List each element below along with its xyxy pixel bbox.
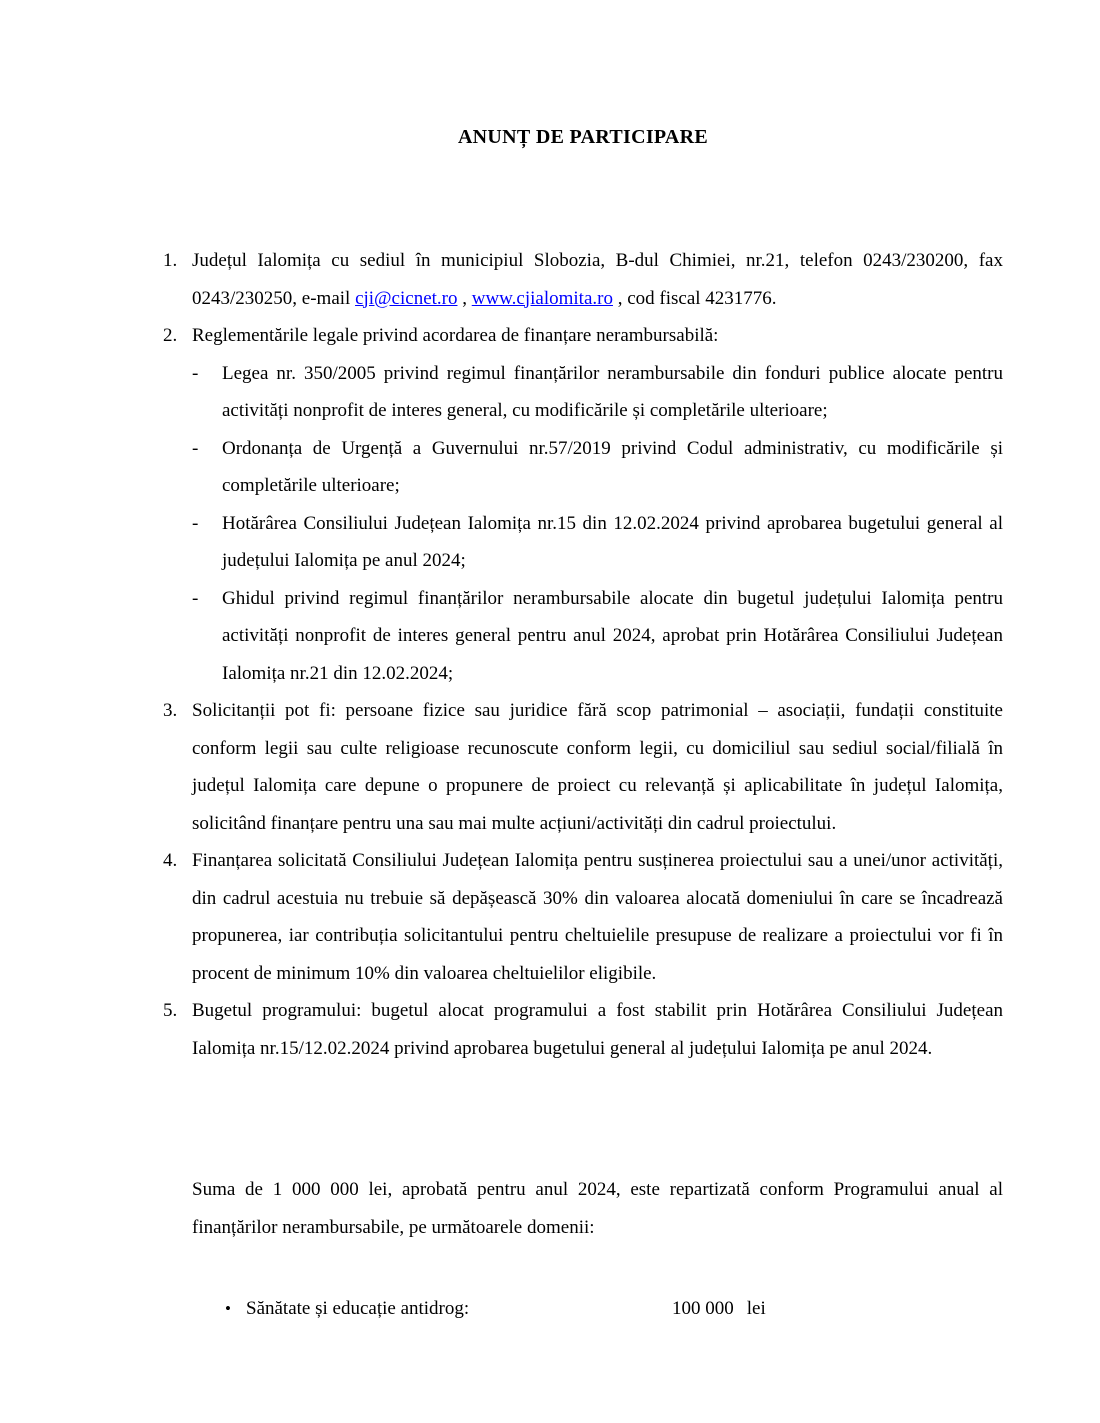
email-link[interactable]: cji@cicnet.ro [355, 287, 458, 309]
item-1-text-between-links: , [457, 287, 472, 309]
budget-item-label: Sănătate și educație antidrog: [246, 1298, 470, 1319]
item-1-text-before-email: Județul Ialomița cu sediul în municipiul Slobozia, B-dul Chimiei, nr.21, telefon 0243/230200, fax 0243/230250, e-mail [192, 250, 1003, 309]
item-1-text-after-links: , cod fiscal 4231776. [612, 287, 777, 309]
budget-item-unit: lei [746, 1298, 766, 1319]
bullet-icon: • [225, 1299, 231, 1318]
item-text: Bugetul programului: bugetul alocat programului a fost stabilit prin Hotărârea Consiliului Județean Ialomița nr.15/12.02.2024 privind aprobarea bugetului general al județului Ialomița pe anul 2024. [192, 1000, 1003, 1059]
dash-marker: - [192, 362, 199, 384]
item-number: 2. [163, 325, 178, 346]
item-number: 3. [163, 700, 178, 721]
item-number: 5. [163, 1000, 178, 1021]
sub-list [163, 355, 1003, 693]
list-item-1 [163, 242, 1003, 317]
list-item-4 [163, 842, 1003, 992]
item-text: Finanțarea solicitată Consiliului Județean Ialomița pentru susținerea proiectului sau a unei/unor activități, din cadrul acestuia nu trebuie să depășească 30% din valoarea alocată domeniului în care se încadrează propunerea, iar contribuția solicitantului pentru cheltuielile presupuse de realizare a proiectului vor fi în procent de minimum 10% din valoarea cheltuielilor eligibile. [192, 850, 1003, 984]
summary-paragraph: Suma de 1 000 000 lei, aprobată pentru anul 2024, este repartizată conform Programului anual al finanțărilor nerambursabile, pe următoarele domenii: [192, 1179, 1003, 1238]
website-link[interactable]: www.cjialomita.ro [471, 287, 613, 309]
sub-item-4 [163, 580, 1003, 693]
sub-item-text: Legea nr. 350/2005 privind regimul finanțărilor nerambursabile din fonduri publice alocate pentru activități nonprofit de interes general, cu modificările și completările ulterioare; [222, 362, 1003, 421]
document-body [163, 242, 1003, 1328]
item-number: 4. [163, 850, 178, 871]
item-text: Solicitanții pot fi: persoane fizice sau juridice fără scop patrimonial – asociații, fundații constituite conform legii sau culte religioase recunoscute conform legii, cu domiciliul sau sediul social/filială în județul Ialomița care depune o propunere de proiect cu relevanță și aplicabilitate în județul Ialomița, solicitând finanțare pentru una sau mai multe acțiuni/activități din cadrul proiectului. [192, 700, 1003, 834]
item-number: 1. [163, 250, 178, 271]
dash-marker: - [192, 437, 199, 459]
sub-item-2 [163, 430, 1003, 505]
item-text [192, 242, 1003, 317]
sub-item-text: Hotărârea Consiliului Județean Ialomița nr.15 din 12.02.2024 privind aprobarea bugetului general al județului Ialomița pe anul 2024; [222, 512, 1003, 571]
item-text: Reglementările legale privind acordarea de finanțare nerambursabilă: [192, 325, 719, 346]
sub-item-text: Ghidul privind regimul finanțărilor nerambursabile alocate din bugetul județului Ialomița pentru activități nonprofit de interes general pentru anul 2024, aprobat prin Hotărârea Consiliului Județean Ialomița nr.21 din 12.02.2024; [222, 587, 1003, 684]
budget-item-row [163, 1290, 1003, 1328]
budget-item-amount: 100 000 [672, 1298, 734, 1319]
list-item-2 [163, 317, 1003, 355]
document-title: ANUNȚ DE PARTICIPARE [457, 126, 709, 148]
dash-marker: - [192, 512, 199, 534]
sub-item-3 [163, 505, 1003, 580]
sub-item-text: Ordonanța de Urgență a Guvernului nr.57/2019 privind Codul administrativ, cu modificările și completările ulterioare; [222, 437, 1003, 496]
list-item-3 [163, 692, 1003, 842]
list-item-5 [163, 992, 1003, 1067]
dash-marker: - [192, 587, 199, 609]
sub-item-1 [163, 355, 1003, 430]
